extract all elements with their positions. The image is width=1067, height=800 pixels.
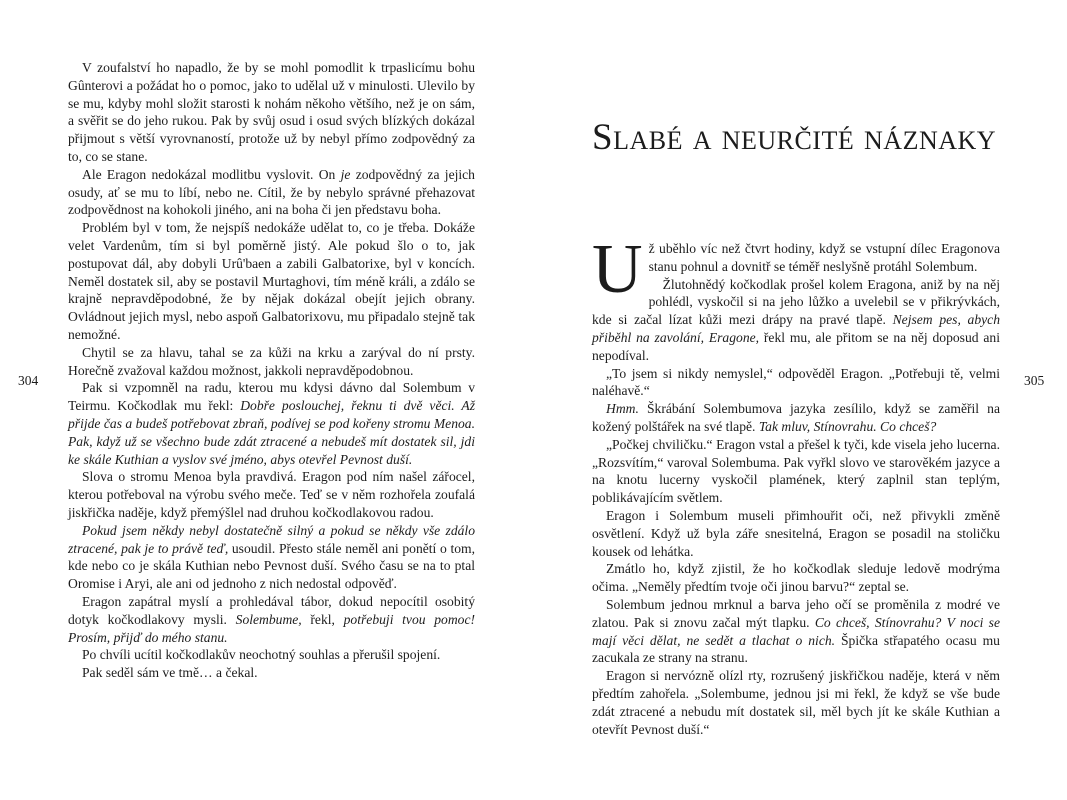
right-page	[592, 118, 1000, 738]
italic-text: Co chceš, Stínovrahu? V noci se mají věci dělat, ne sedět a tlachat o nich.	[592, 614, 1001, 648]
text-run: řekl,	[301, 611, 344, 627]
paragraph	[592, 436, 1000, 507]
text-run: Slova o stromu Menoa byla pravdivá. Eragon pod ním našel zářocel, kterou potřeboval na výrobu svého meče. Teď se v něm rozhořela zoufalá jiskřička naděje, když přemýšlel nad druhou kočkodlakovou radou.	[68, 469, 475, 520]
page-number-right: 305	[1024, 373, 1045, 388]
paragraph	[592, 400, 1000, 436]
text-run: V zoufalství ho napadlo, že by se mohl pomodlit k trpaslicímu bohu Gûnterovi a požádat ho o pomoc, jako to udělal už v minulosti. Ulevilo by se mu, kdyby mohl složit starosti k nohám někoho většího, než je on sám, a svěřit se do jeho rukou. Pak by svůj osud i osud svých blízkých dokázal přijmout s větší vyrovnaností, protože už by nebyl přímo zodpovědný za to, co se stane.	[68, 60, 475, 164]
paragraph	[68, 379, 475, 468]
right-page-text	[592, 231, 1001, 738]
text-run: Po chvíli ucítil kočkodlakův neochotný souhlas a přerušil spojení.	[82, 647, 441, 663]
italic-text: Hmm.	[606, 401, 639, 417]
italic-text: Nejsem pes, abych přiběhl na zavolání, Eragone,	[592, 312, 1001, 345]
paragraph	[592, 560, 1000, 596]
text-run: Eragon si nervózně olízl rty, rozrušený jiskřičkou naděje, která v něm předtím zahořela. „Solembume, jednou jsi mi řekl, že když se vše bude zdát ztracené a nebudu mít dostatek sil, měl bych jít ke skále Kuthian a otevřít Pevnost duší.“	[592, 668, 1000, 737]
text-run: Špička střapatého ocasu mu zacukala ze strany na stranu.	[592, 632, 1000, 666]
text-run: ž uběhlo víc než čtvrt hodiny, když se vstupní dílec Eragonova stanu pohnul a dovnitř se téměř neslyšně protáhl Solembum.	[648, 241, 1000, 274]
text-run: Pak si vzpomněl na radu, kterou mu kdysi dávno dal Solembum v Teirmu. Kočkodlak mu řekl:	[68, 380, 475, 414]
paragraph	[68, 468, 475, 521]
italic-text: je	[340, 166, 351, 182]
paragraph	[68, 219, 475, 344]
text-run: „Počkej chviličku.“ Eragon vstal a přešel k tyči, kde visela jeho lucerna. „Rozsvítím,“ varoval Solembuma. Pak vyřkl slovo ve starověkém jazyce a na knotu lucerny vyskočil plamének, který zaplnil stan teplým, poblikávajícím světlem.	[592, 436, 1000, 506]
text-run: Solembum jednou mrknul a barva jeho očí se proměnila z modré ve zlatou. Pak si znovu začal mýt tlapku.	[592, 596, 1000, 630]
text-run: Zmátlo ho, když zjistil, že ho kočkodlak sleduje ledově modrýma očima. „Neměly předtím tvoje oči jinou barvu?“ zeptal se.	[592, 561, 1000, 595]
text-run: Eragon zapátral myslí a prohledával tábor, dokud nepocítil osobitý dotyk kočkodlakovy mysli.	[68, 593, 475, 627]
italic-text: Pokud jsem někdy nebyl dostatečně silný a pokud se někdy vše zdálo ztracené, pak je to právě teď,	[68, 522, 475, 556]
text-run: zodpovědný za jejich osudy, ať se mu to líbí, nebo ne. Cítil, že by nebylo správné přehazovat zodpovědnost na kohokoli jiného, ani na boha či jen představu boha.	[68, 166, 475, 218]
italic-text: Tak mluv, Stínovrahu. Co chceš?	[758, 418, 937, 434]
text-run: Chytil se za hlavu, tahal se za kůži na krku a zarýval do ní prsty. Horečně zvažoval každou možnost, jakkoli nepravděpodobnou.	[68, 344, 475, 378]
text-run: Žlutohnědý kočkodlak prošel kolem Eragona, aniž by na něj pohlédl, vyskočil si na jeho lůžko a uvelebil se v přikrývkách, kde si začal lízat kůži mezi drápy na pravé tlapě.	[592, 276, 1000, 328]
left-page-text	[68, 59, 475, 682]
chapter-title: Slabé a neurčité náznaky	[592, 117, 997, 158]
italic-text: Solembume,	[235, 611, 302, 627]
paragraph	[68, 664, 475, 682]
text-run: Problém byl v tom, že nejspíš nedokáže udělat to, co je třeba. Dokáže velet Vardenům, tím si byl poměrně jistý. Ale pokud šlo o to, jak postupovat dál, aby dobyli Urû'baen a zabili Galbatorixe, byl v koncích. Neměl dostatek sil, aby se postavil Murtaghovi, tím méně králi, a zdálo se krajně nepravděpodobné, že by nějak dokázal obejít jejich obrany. Ovládnout jejich mysl, nebo aspoň Galbatorixovu, mu připadalo stejně tak nemožné.	[68, 220, 475, 342]
drop-cap: U	[592, 231, 643, 308]
paragraph	[592, 507, 1000, 560]
paragraph	[592, 596, 1000, 667]
paragraph	[68, 522, 475, 593]
paragraph	[68, 166, 475, 219]
text-run: „To jsem si nikdy nemyslel,“ odpověděl Eragon. „Potřebuji tě, velmi naléhavě.“	[592, 365, 1000, 399]
paragraph	[592, 365, 1000, 401]
paragraph	[68, 344, 475, 380]
text-run: usoudil. Přesto stále neměl ani ponětí o tom, kde nebo co je skála Kuthian nebo Pevnost duší. Svého času se na to ptal Oromise i Aryi, ale ani od jednoho z nich nedostal odpověď.	[68, 540, 475, 592]
text-run: Eragon i Solembum museli přimhouřit oči, než přivykli změně osvětlení. Když už byla záře snesitelná, Eragon se posadil na stoličku kousek od lehátka.	[592, 507, 1000, 559]
italic-text: Dobře poslouchej, řeknu ti dvě věci. Až přijde čas a budeš potřebovat zbraň, podívej se pod kořeny stromu Menoa. Pak, když už se všechno bude zdát ztracené a nebudeš mít dostatek sil, jdi ke skále Kuthian a vyslov své jméno, abys otevřel Pevnost duší.	[68, 398, 475, 467]
page-number-left: 304	[18, 373, 39, 388]
text-run: Ale Eragon nedokázal modlitbu vyslovit. On	[82, 166, 341, 182]
paragraph	[68, 59, 475, 166]
paragraph	[592, 667, 1000, 738]
paragraph	[592, 276, 1000, 365]
paragraph	[68, 593, 475, 646]
italic-text: potřebuji tvou pomoc! Prosím, přijď do mého stanu.	[68, 611, 475, 645]
paragraph	[68, 646, 475, 664]
text-run: řekl mu, ale přitom se na něj doposud ani nepodíval.	[592, 329, 1000, 363]
text-run: Pak seděl sám ve tmě… a čekal.	[82, 665, 258, 681]
text-run: Škrábání Solembumova jazyka zesílilo, když se zaměřil na kožený polštářek na své tlapě.	[592, 401, 1000, 434]
